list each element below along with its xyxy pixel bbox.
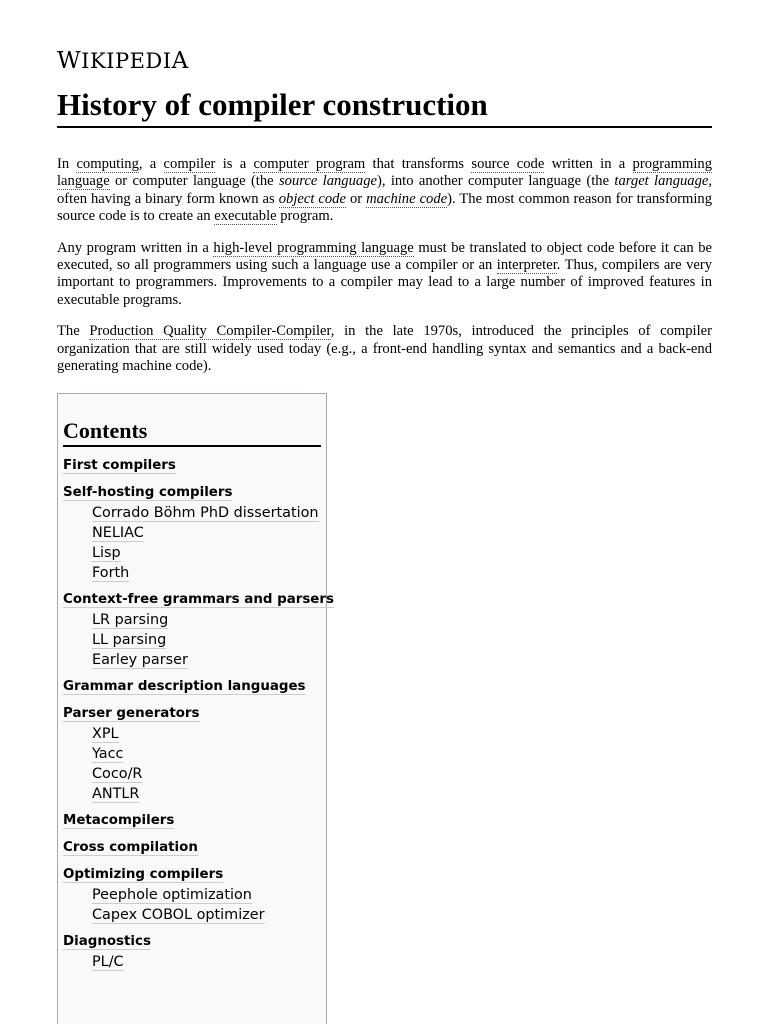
toc-subsection <box>92 562 321 582</box>
article-link[interactable]: compiler <box>163 156 216 172</box>
toc-subsection <box>92 951 321 971</box>
toc-subsection-list <box>63 723 321 803</box>
toc-section-link[interactable]: Metacompilers <box>63 813 175 828</box>
toc-subsection-link[interactable]: XPL <box>92 726 119 742</box>
toc-subsection-list <box>63 951 321 971</box>
article-link[interactable]: source code <box>471 156 545 172</box>
toc-subsection-link[interactable]: Earley parser <box>92 652 188 668</box>
toc-section-link[interactable]: Parser generators <box>63 706 200 721</box>
toc-subsection-link[interactable]: Forth <box>92 565 130 581</box>
paragraph <box>57 240 712 310</box>
toc-subsection <box>92 609 321 629</box>
paragraph-text: , often having a binary form known as <box>57 173 713 207</box>
toc-subsection-link[interactable]: Coco/R <box>92 766 143 782</box>
paragraph-text: or computer language (the <box>109 173 279 190</box>
toc-subsection <box>92 884 321 904</box>
article-link[interactable]: executable <box>214 208 277 225</box>
toc-subsection <box>92 763 321 783</box>
toc-subsection-list <box>63 884 321 924</box>
paragraph <box>57 323 712 375</box>
paragraph-text: program. <box>276 208 334 225</box>
toc-section-link[interactable]: Self-hosting compilers <box>63 485 233 500</box>
toc-subsection-link[interactable]: NELIAC <box>92 525 144 541</box>
toc-subsection <box>92 723 321 743</box>
toc-subsection <box>92 783 321 803</box>
toc-section <box>63 809 321 830</box>
toc-section <box>63 454 321 475</box>
toc-subsection-link[interactable]: Corrado Böhm PhD dissertation <box>92 505 319 521</box>
article-link[interactable]: object code <box>278 190 346 207</box>
paragraph-text: target language <box>614 173 709 190</box>
toc-section-link[interactable]: Optimizing compilers <box>63 867 224 882</box>
paragraph-text: is a <box>215 156 254 172</box>
toc-subsection-link[interactable]: LL parsing <box>92 632 167 648</box>
paragraph-text: , a <box>138 156 164 172</box>
paragraph-text: ), into another computer language (the <box>376 173 615 190</box>
toc-subsection <box>92 904 321 924</box>
paragraph-text: Any program written in a <box>57 239 214 256</box>
toc-subsection-link[interactable]: ANTLR <box>92 786 140 802</box>
article-body <box>57 156 712 389</box>
logo-wordmark: WIKIPEDIA <box>57 48 189 74</box>
article-link[interactable]: high-level programming language <box>213 239 414 256</box>
toc-subsection-link[interactable]: Peephole optimization <box>92 887 252 903</box>
wikipedia-logo[interactable] <box>57 48 189 74</box>
toc-section-link[interactable]: Context-free grammars and parsers <box>63 592 334 607</box>
article-link[interactable]: programming language <box>57 156 712 190</box>
article-link[interactable]: computing <box>76 156 139 172</box>
article-link[interactable]: computer program <box>253 156 366 172</box>
paragraph <box>57 156 712 226</box>
toc-subsection <box>92 542 321 562</box>
toc-subsection <box>92 522 321 542</box>
paragraph-text: ). The most common reason for transforming source code is to create an <box>57 190 713 225</box>
article-link[interactable]: machine code <box>366 190 448 207</box>
paragraph-text: written in a <box>544 156 633 172</box>
paragraph-text: The <box>57 323 90 340</box>
paragraph-text: source language <box>278 173 377 190</box>
toc-list <box>63 454 334 971</box>
toc-section-link[interactable]: Diagnostics <box>63 934 151 949</box>
toc-section-link[interactable]: Cross compilation <box>63 840 198 855</box>
toc-section-link[interactable]: First compilers <box>63 458 176 473</box>
paragraph-text: . Thus, compilers are very important to programmers. Improvements to a compiler may lead to a large number of improved features in executable programs. <box>57 257 713 308</box>
paragraph-text: that transforms <box>365 156 472 172</box>
paragraph-text: In <box>57 156 77 172</box>
toc-subsection-list <box>63 609 321 669</box>
toc-subsection-link[interactable]: LR parsing <box>92 612 169 628</box>
toc-section <box>63 588 334 669</box>
toc-subsection-link[interactable]: Yacc <box>92 746 124 762</box>
toc-subsection <box>92 743 321 763</box>
toc-section <box>63 836 321 857</box>
toc-section <box>63 930 321 971</box>
paragraph-text: must be translated to object code before it can be executed, so all programmers using such a language use a compiler or an <box>57 239 712 274</box>
toc-subsection <box>92 629 321 649</box>
toc-subsection-link[interactable]: PL/C <box>92 954 124 970</box>
toc-section-link[interactable]: Grammar description languages <box>63 679 306 694</box>
toc-section <box>63 702 321 803</box>
table-of-contents <box>57 393 334 1024</box>
toc-subsection <box>92 649 321 669</box>
toc-section <box>63 481 321 582</box>
toc-subsection <box>92 502 321 522</box>
toc-title: Contents <box>63 418 321 447</box>
page-title: History of compiler construction <box>57 86 712 128</box>
toc-subsection-list <box>63 502 321 582</box>
toc-subsection-link[interactable]: Capex COBOL optimizer <box>92 907 265 923</box>
toc-subsection-link[interactable]: Lisp <box>92 545 121 561</box>
toc-section <box>63 863 321 924</box>
paragraph-text: or <box>345 190 367 207</box>
article-link[interactable]: interpreter <box>496 257 557 274</box>
toc-section <box>63 675 321 696</box>
paragraph-text: , in the late 1970s, introduced the principles of compiler organization that are still widely used today (e.g., a front-end handling syntax and semantics and a back-end generating machine code). <box>57 323 712 375</box>
article-link[interactable]: Production Quality Compiler-Compiler <box>89 323 331 340</box>
